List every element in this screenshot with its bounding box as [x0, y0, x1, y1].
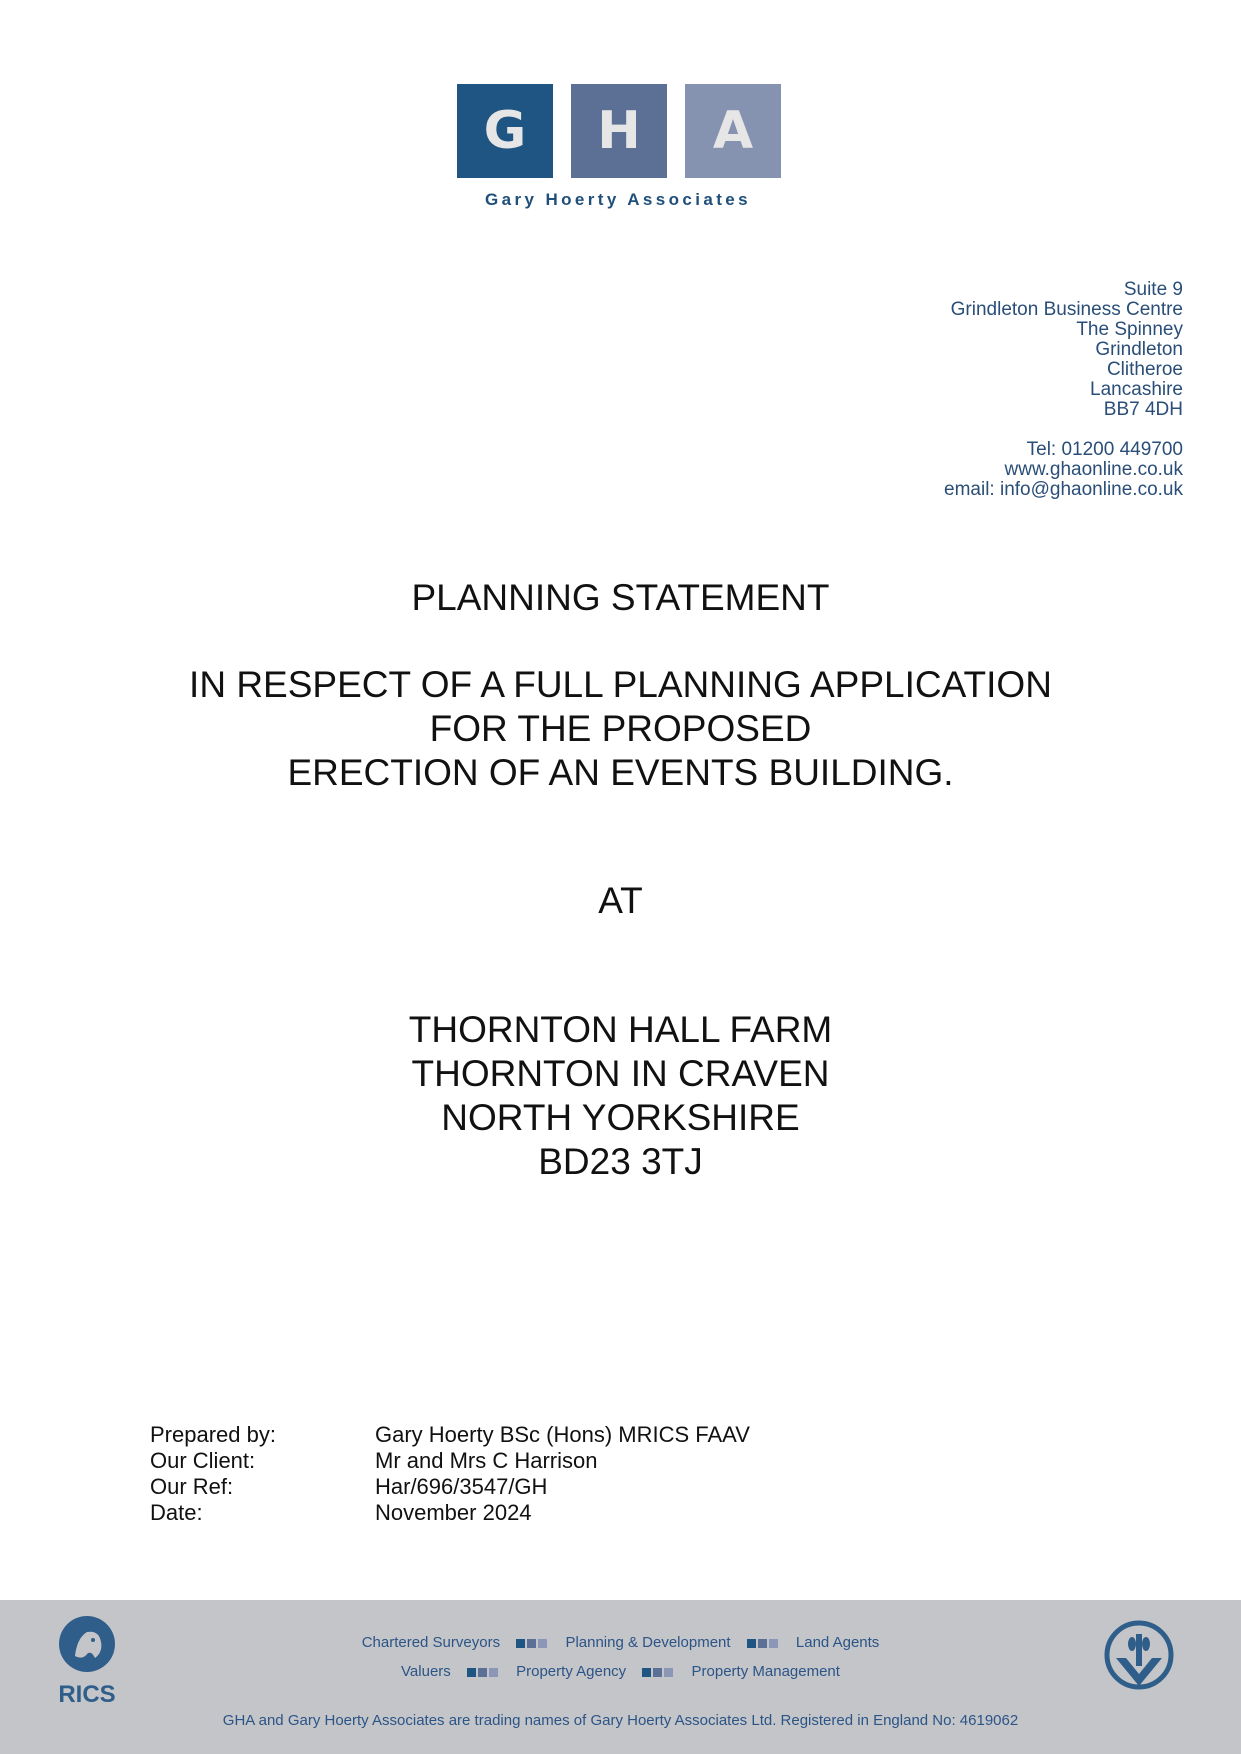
- address-line: Grindleton Business Centre: [950, 299, 1183, 320]
- subtitle-line: FOR THE PROPOSED: [429, 708, 812, 749]
- address-line: Lancashire: [1090, 379, 1183, 400]
- subtitle-line: IN RESPECT OF A FULL PLANNING APPLICATION: [189, 664, 1052, 705]
- meta-value: Gary Hoerty BSc (Hons) MRICS FAAV: [375, 1422, 750, 1447]
- company-logo: [457, 84, 779, 214]
- address-line: Suite 9: [1123, 279, 1183, 300]
- site-address: [0, 1008, 1241, 1184]
- address-line: Grindleton: [1095, 339, 1183, 360]
- separator-icon: [747, 1635, 780, 1652]
- site-line: THORNTON IN CRAVEN: [411, 1053, 830, 1094]
- at-text: AT: [598, 880, 643, 921]
- address-line: Clitheroe: [1106, 359, 1183, 380]
- service-item: Chartered Surveyors: [361, 1634, 501, 1651]
- services-row-2: [0, 1663, 1241, 1681]
- meta-label: Our Client:: [150, 1448, 256, 1473]
- meta-value: Mr and Mrs C Harrison: [375, 1448, 598, 1473]
- contact-tel: Tel: 01200 449700: [1026, 439, 1183, 460]
- page-footer: [0, 1600, 1241, 1754]
- meta-row: [150, 1474, 750, 1500]
- site-line: THORNTON HALL FARM: [408, 1009, 833, 1050]
- address-postcode: BB7 4DH: [1103, 399, 1183, 420]
- meta-label: Our Ref:: [150, 1474, 234, 1499]
- logo-tile-g: G: [457, 84, 553, 178]
- document-at: [0, 879, 1241, 923]
- meta-label: Prepared by:: [150, 1422, 276, 1447]
- services-row-1: [0, 1634, 1241, 1652]
- service-item: Land Agents: [795, 1634, 880, 1651]
- legal-notice: GHA and Gary Hoerty Associates are trading names of Gary Hoerty Associates Ltd. Registered in England No: 4619062: [222, 1712, 1019, 1729]
- service-item: Property Agency: [516, 1663, 627, 1680]
- document-meta: [150, 1422, 750, 1526]
- title-heading: PLANNING STATEMENT: [411, 577, 830, 618]
- service-item: Valuers: [401, 1663, 451, 1680]
- subtitle-line: ERECTION OF AN EVENTS BUILDING.: [287, 752, 954, 793]
- meta-label: Date:: [150, 1500, 203, 1525]
- association-badge-icon: [1098, 1614, 1180, 1696]
- company-address: [944, 280, 1183, 500]
- rics-text: RICS: [58, 1681, 116, 1708]
- contact-website: www.ghaonline.co.uk: [1004, 459, 1183, 480]
- rics-logo: [52, 1614, 122, 1710]
- meta-row: [150, 1500, 750, 1526]
- meta-value: November 2024: [375, 1500, 532, 1525]
- document-title: [0, 576, 1241, 620]
- site-postcode: BD23 3TJ: [538, 1141, 703, 1182]
- document-subtitle: [0, 663, 1241, 795]
- separator-icon: [467, 1664, 500, 1681]
- meta-row: [150, 1422, 750, 1448]
- logo-company-name: Gary Hoerty Associates: [485, 190, 751, 209]
- logo-tile-a: A: [685, 84, 781, 178]
- site-line: NORTH YORKSHIRE: [441, 1097, 800, 1138]
- separator-icon: [642, 1664, 675, 1681]
- contact-email: email: info@ghaonline.co.uk: [944, 479, 1183, 500]
- service-item: Property Management: [691, 1663, 840, 1680]
- meta-row: [150, 1448, 750, 1474]
- separator-icon: [516, 1635, 549, 1652]
- address-line: The Spinney: [1076, 319, 1183, 340]
- service-item: Planning & Development: [565, 1634, 731, 1651]
- logo-tile-h: H: [571, 84, 667, 178]
- meta-value: Har/696/3547/GH: [375, 1474, 548, 1499]
